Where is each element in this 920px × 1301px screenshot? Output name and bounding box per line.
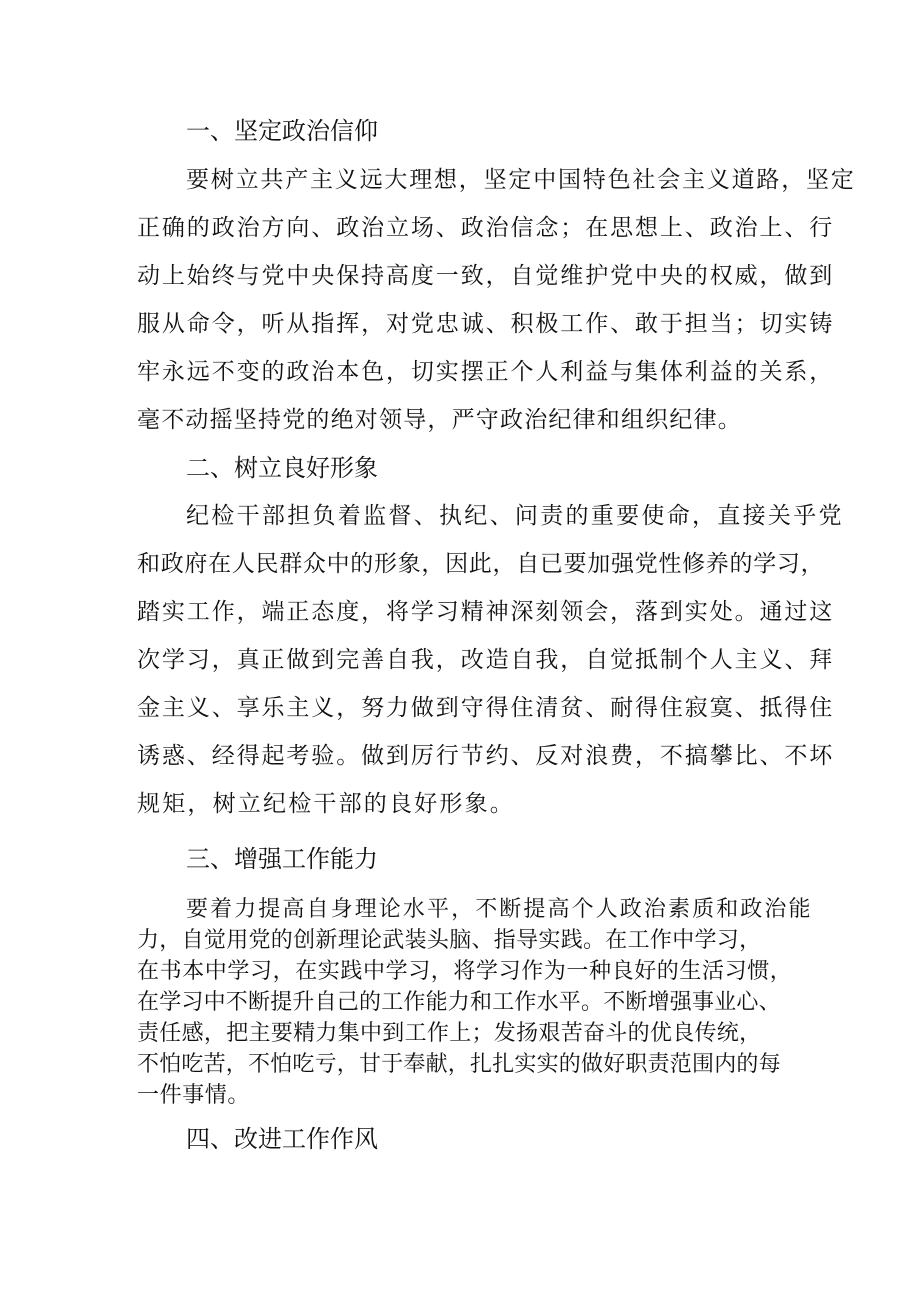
section-heading: 三、增强工作能力 xyxy=(186,845,378,873)
paragraph-line: 牢永远不变的政治本色，切实摆正个人利益与集体利益的关系， xyxy=(137,359,835,385)
paragraph-line: 动上始终与党中央保持高度一致，自觉维护党中央的权威，做到 xyxy=(137,263,835,289)
paragraph-line: 诱惑、经得起考验。做到厉行节约、反对浪费，不搞攀比、不坏 xyxy=(137,743,835,769)
paragraph-line: 要树立共产主义远大理想，坚定中国特色社会主义道路，坚定 xyxy=(186,167,856,193)
paragraph-line: 规矩，树立纪检干部的良好形象。 xyxy=(137,791,515,817)
paragraph-line: 服从命令，听从指挥，对党忠诚、积极工作、敢于担当；切实铸 xyxy=(137,311,835,337)
paragraph-line: 次学习，真正做到完善自我，改造自我，自觉抵制个人主义、拜 xyxy=(137,647,835,673)
section-heading: 二、树立良好形象 xyxy=(186,454,378,482)
paragraph-line: 要着力提高自身理论水平，不断提高个人政治素质和政治能 xyxy=(186,897,813,922)
paragraph-line: 踏实工作，端正态度，将学习精神深刻领会，落到实处。通过这 xyxy=(137,599,835,625)
paragraph-line: 在书本中学习，在实践中学习，将学习作为一种良好的生活习惯， xyxy=(137,959,793,984)
paragraph-line: 一件事情。 xyxy=(137,1083,251,1108)
section-heading: 一、坚定政治信仰 xyxy=(186,117,378,145)
paragraph-line: 不怕吃苦，不怕吃亏，甘于奉献，扎扎实实的做好职责范围内的每 xyxy=(137,1052,781,1077)
paragraph-line: 正确的政治方向、政治立场、政治信念；在思想上、政治上、行 xyxy=(137,215,835,241)
paragraph-line: 力，自觉用党的创新理论武装头脑、指导实践。在工作中学习， xyxy=(137,928,762,953)
paragraph-line: 毫不动摇坚持党的绝对领导，严守政治纪律和组织纪律。 xyxy=(137,407,742,433)
paragraph-line: 金主义、享乐主义，努力做到守得住清贫、耐得住寂寞、抵得住 xyxy=(137,695,835,721)
paragraph-line: 在学习中不断提升自己的工作能力和工作水平。不断增强事业心、 xyxy=(137,990,781,1015)
paragraph-line: 责任感，把主要精力集中到工作上；发扬艰苦奋斗的优良传统， xyxy=(137,1021,762,1046)
paragraph-line: 和政府在人民群众中的形象，因此，自已要加强党性修养的学习， xyxy=(137,551,825,577)
paragraph-line: 纪检干部担负着监督、执纪、问责的重要使命，直接关乎党 xyxy=(186,503,844,529)
section-heading: 四、改进工作作风 xyxy=(186,1125,378,1153)
